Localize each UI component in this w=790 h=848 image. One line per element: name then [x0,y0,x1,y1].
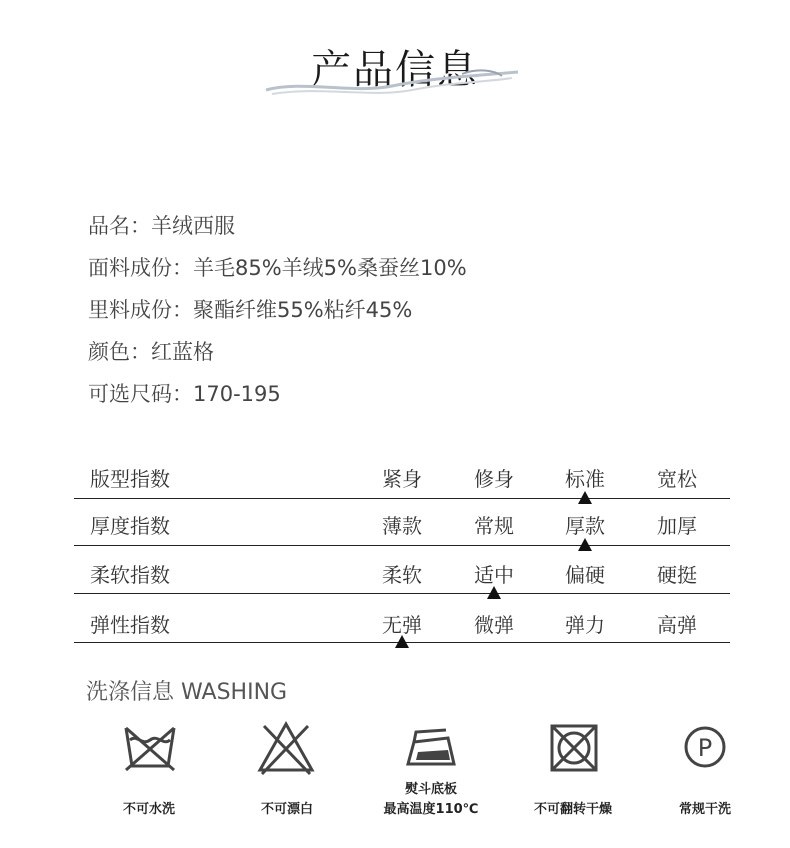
info-fabric: 面料成份：羊毛85%羊绒5%桑蚕丝10% [88,256,467,280]
elasticity-option: 高弹 [657,613,697,637]
elasticity-option: 弹力 [565,613,605,637]
thickness-option: 加厚 [657,514,697,538]
wash-label-no-bleach: 不可漂白 [260,802,313,817]
no-bleach-icon [256,720,316,776]
elasticity-option: 微弹 [474,613,514,637]
fit-option: 修身 [474,467,514,491]
info-sizes: 可选尺码：170-195 [88,382,281,406]
fit-option: 紧身 [382,467,422,491]
fit-option: 宽松 [657,467,697,491]
index-label-elasticity: 弹性指数 [90,613,170,637]
wash-label-no-wash: 不可水洗 [122,802,175,817]
dry-clean-p-icon [675,720,735,776]
thickness-option: 常规 [474,514,514,538]
wash-label-no-tumble-dry: 不可翻转干燥 [533,802,612,817]
divider-line [74,593,730,594]
elasticity-option: 无弹 [382,613,422,637]
elasticity-selected-marker [395,635,409,648]
softness-option: 偏硬 [565,563,605,587]
softness-option: 硬挺 [657,563,697,587]
dry-clean-symbol: P [697,734,713,762]
softness-selected-marker [487,586,501,599]
divider-line [74,545,730,546]
no-wash-icon [120,720,180,776]
info-lining: 里料成份：聚酯纤维55%粘纤45% [88,298,413,322]
wash-label-iron-line1: 熨斗底板 [404,782,457,797]
wash-label-dry-clean: 常规干洗 [678,802,731,817]
divider-line [74,498,730,499]
page-title: 产品信息 [311,47,479,93]
wash-label-iron-line2: 最高温度110℃ [383,802,479,817]
title-flourish-ornament [262,64,524,100]
info-color: 颜色：红蓝格 [88,340,214,364]
index-label-thickness: 厚度指数 [90,514,170,538]
info-product-name: 品名：羊绒西服 [88,214,235,238]
fit-option: 标准 [565,467,605,491]
iron-icon [400,720,460,776]
washing-title: 洗涤信息 WASHING [86,680,288,705]
index-label-softness: 柔软指数 [90,563,170,587]
no-tumble-dry-icon [544,720,604,776]
softness-option: 适中 [474,563,514,587]
thickness-option: 厚款 [565,514,605,538]
fit-selected-marker [578,491,592,504]
thickness-selected-marker [578,538,592,551]
index-label-fit: 版型指数 [90,467,170,491]
thickness-option: 薄款 [382,514,422,538]
softness-option: 柔软 [382,563,422,587]
